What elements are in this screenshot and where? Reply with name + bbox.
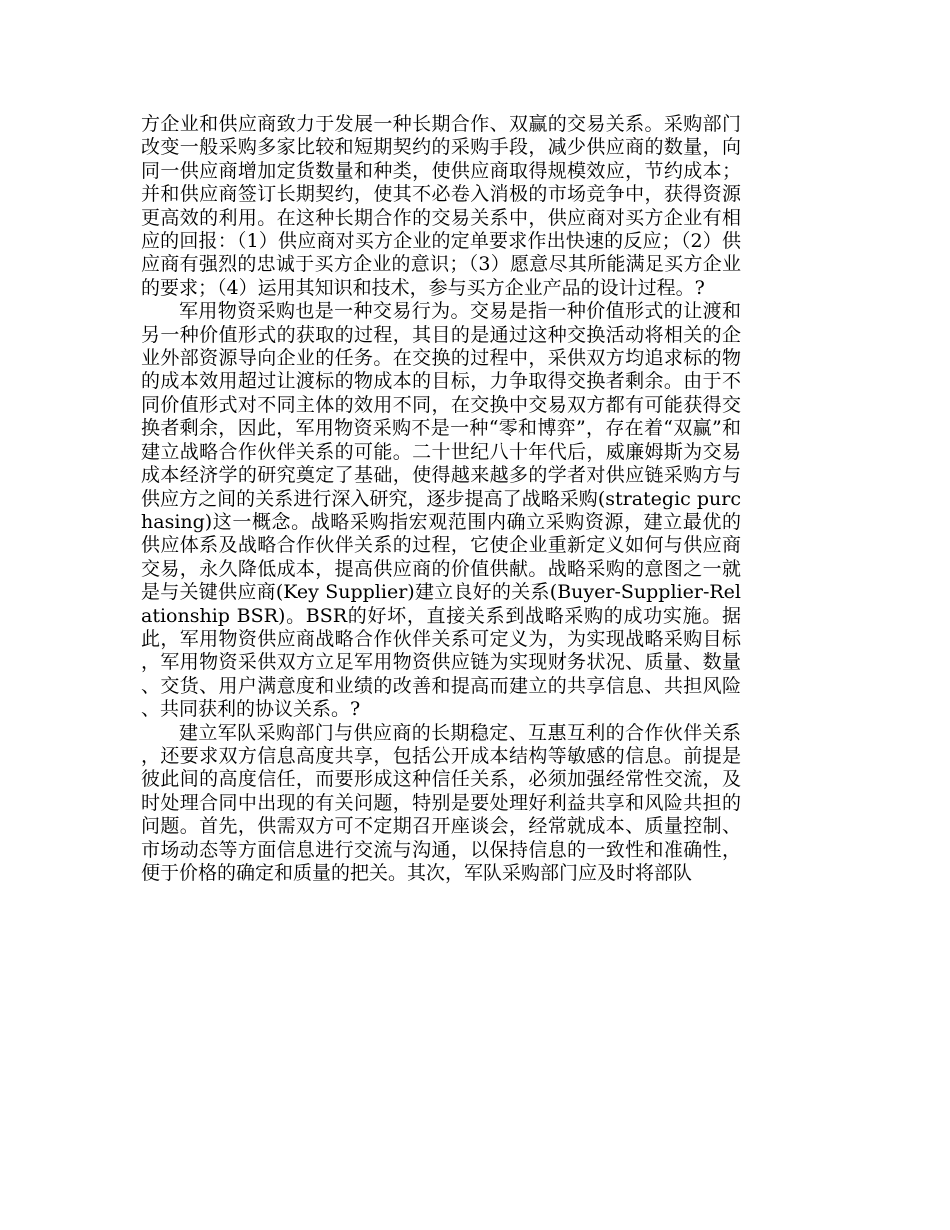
paragraph-1: 方企业和供应商致力于发展一种长期合作、双赢的交易关系。采购部门改变一般采购多家比较和短期契约的采购手段，减少供应商的数量，向同一供应商增加定货数量和种类，使供应商取得规模效应，节约成本；并和供应商签订长期契约，使其不必卷入消极的市场竞争中，获得资源更高效的利用。在这种长期合作的交易关系中，供应商对买方企业有相应的回报：（1）供应商对买方企业的定单要求作出快速的反应；（2）供应商有强烈的忠诚于买方企业的意识；（3）愿意尽其所能满足买方企业的要求；（4）运用其知识和技术，参与买方企业产品的设计过程。? <box>141 113 741 299</box>
document-page <box>141 113 741 885</box>
paragraph-3: 建立军队采购部门与供应商的长期稳定、互惠互利的合作伙伴关系，还要求双方信息高度共享，包括公开成本结构等敏感的信息。前提是彼此间的高度信任，而要形成这种信任关系，必须加强经常性交流，及时处理合同中出现的有关问题，特别是要处理好利益共享和风险共担的问题。首先，供需双方可不定期召开座谈会，经常就成本、质量控制、市场动态等方面信息进行交流与沟通，以保持信息的一致性和准确性，便于价格的确定和质量的把关。其次，军队采购部门应及时将部队 <box>141 721 741 884</box>
paragraph-2: 军用物资采购也是一种交易行为。交易是指一种价值形式的让渡和另一种价值形式的获取的过程，其目的是通过这种交换活动将相关的企业外部资源导向企业的任务。在交换的过程中，采供双方均追求标的物的成本效用超过让渡标的物成本的目标，力争取得交换者剩余。由于不同价值形式对不同主体的效用不同，在交换中交易双方都有可能获得交换者剩余，因此，军用物资采购不是一种“零和博弈”，存在着“双赢”和建立战略合作伙伴关系的可能。二十世纪八十年代后，威廉姆斯为交易成本经济学的研究奠定了基础，使得越来越多的学者对供应链采购方与供应方之间的关系进行深入研究，逐步提高了战略采购(strategic purchasing)这一概念。战略采购指宏观范围内确立采购资源，建立最优的供应体系及战略合作伙伴关系的过程，它使企业重新定义如何与供应商交易，永久降低成本，提高供应商的价值供献。战略采购的意图之一就是与关键供应商(Key Supplier)建立良好的关系(Buyer-Supplier-Relationship BSR)。BSR的好坏，直接关系到战略采购的成功实施。据此，军用物资供应商战略合作伙伴关系可定义为，为实现战略采购目标，军用物资采供双方立足军用物资供应链为实现财务状况、质量、数量、交货、用户满意度和业绩的改善和提高而建立的共享信息、共担风险、共同获利的协议关系。? <box>141 300 741 721</box>
